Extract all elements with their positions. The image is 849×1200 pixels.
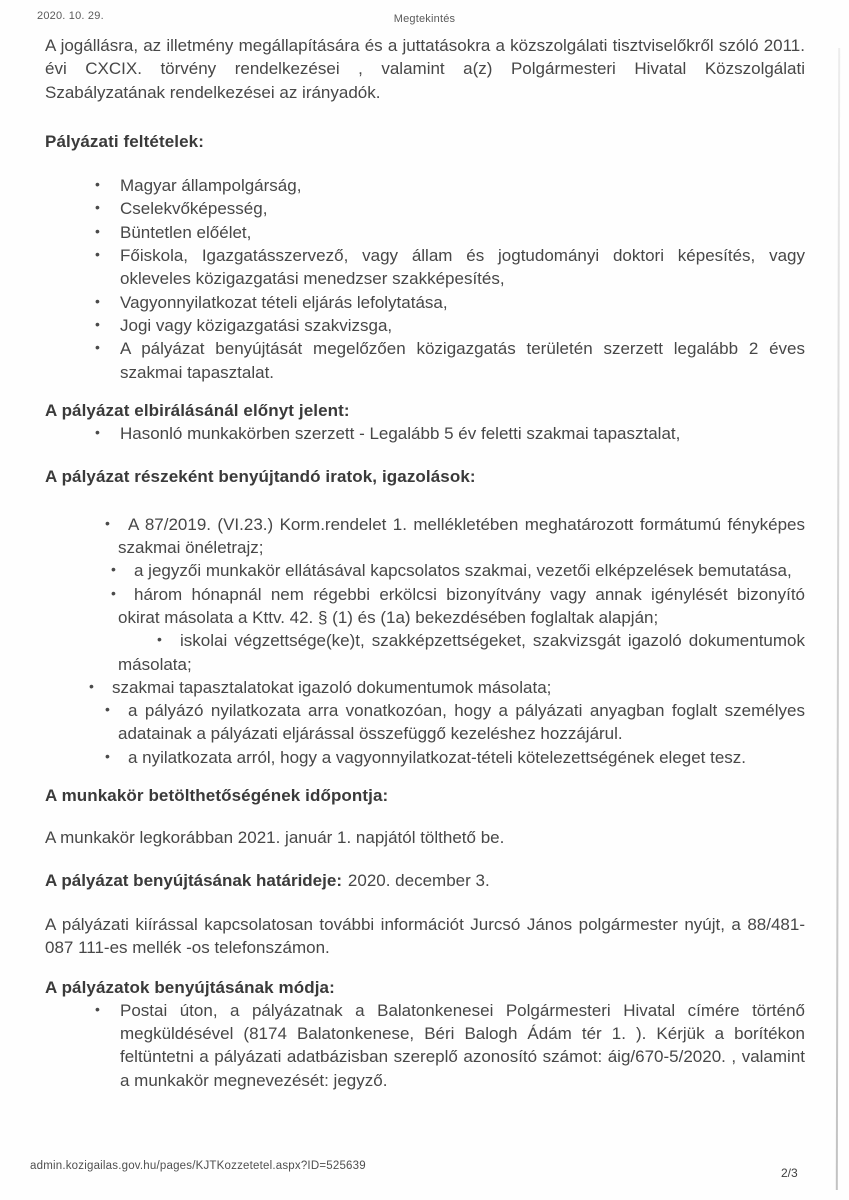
bullet-icon: • bbox=[95, 199, 100, 216]
list-item-text: a jegyzői munkakör ellátásával kapcsolatos szakmai, vezetői elképzelések bemutatása, bbox=[134, 561, 792, 581]
list-item bbox=[39, 676, 805, 699]
list-item-text: szakmai tapasztalatokat igazoló dokumentumok másolata; bbox=[112, 677, 552, 697]
scan-artifact-line bbox=[836, 48, 840, 1190]
list-item bbox=[45, 244, 805, 291]
bullet-icon: • bbox=[95, 222, 100, 239]
intro-paragraph: A jogállásra, az illetmény megállapítására és a juttatásokra a közszolgálati tisztviselőkről szóló 2011. évi CXCIX. törvény rendelkezései , valamint a(z) Polgármesteri Hivatal Közszolgálati Szabályzatának rendelkezései az irányadók. bbox=[45, 36, 805, 102]
list-item bbox=[45, 314, 805, 337]
list-item-text: a nyilatkozata arról, hogy a vagyonnyilatkozat-tételi kötelezettségének eleget tesz. bbox=[128, 747, 747, 767]
list-item-text: Jogi vagy közigazgatási szakvizsga, bbox=[120, 315, 393, 335]
bullet-icon: • bbox=[111, 561, 116, 578]
deadline-line bbox=[45, 869, 805, 892]
list-item bbox=[45, 699, 805, 746]
bullet-icon: • bbox=[105, 701, 110, 718]
list-item bbox=[45, 746, 805, 769]
deadline-value: 2020. december 3. bbox=[347, 870, 490, 890]
list-item bbox=[45, 291, 805, 314]
list-item bbox=[45, 999, 805, 1092]
page-number: 2/3 bbox=[781, 1166, 798, 1180]
list-item-text: iskolai végzettsége(ke)t, szakképzettségeket, szakvizsgát igazoló dokumentumok másolata; bbox=[118, 631, 805, 674]
bullet-icon: • bbox=[95, 176, 100, 193]
print-date: 2020. 10. 29. bbox=[37, 10, 104, 22]
list-item-text: három hónapnál nem régebbi erkölcsi bizonyítvány vagy annak igénylését bizonyító okirat másolata a Kttv. 42. § (1) és (1a) bekezdésében foglaltak alapján; bbox=[118, 584, 805, 627]
section-heading-betoltes: A munkakör betölthetőségének időpontja: bbox=[45, 786, 389, 806]
list-item bbox=[45, 174, 805, 197]
list-item bbox=[45, 422, 805, 445]
list-item bbox=[45, 629, 805, 676]
elony-list bbox=[45, 422, 805, 445]
bullet-icon: • bbox=[95, 1000, 100, 1017]
bullet-icon: • bbox=[95, 339, 100, 356]
list-item-text: Postai úton, a pályázatnak a Balatonkenesei Polgármesteri Hivatal címére történő megküldésével (8174 Balatonkenese, Béri Balogh Ádám tér 1. ). Kérjük a borítékon feltüntetni a pályázati adatbázisban szereplő azonosító számot: áig/670-5/2020. , valamint a munkakör megnevezését: jegyző. bbox=[120, 1000, 805, 1090]
section-heading-mod: A pályázatok benyújtásának módja: bbox=[45, 977, 335, 997]
list-item bbox=[45, 583, 805, 630]
list-item-text: Hasonló munkakörben szerzett - Legalább 5 év feletti szakmai tapasztalat, bbox=[120, 424, 681, 444]
section-heading-elony: A pályázat elbirálásánál előnyt jelent: bbox=[45, 400, 350, 420]
iratok-list bbox=[45, 513, 805, 769]
footer-url: admin.kozigailas.gov.hu/pages/KJTKozzetetel.aspx?ID=525639 bbox=[30, 1160, 366, 1172]
list-item bbox=[45, 337, 805, 384]
bullet-icon: • bbox=[105, 747, 110, 764]
bullet-icon: • bbox=[105, 514, 110, 531]
bullet-icon: • bbox=[95, 292, 100, 309]
bullet-icon: • bbox=[95, 246, 100, 263]
bullet-icon: • bbox=[89, 677, 94, 694]
list-item-text: Cselekvőképesség, bbox=[120, 199, 268, 219]
document-body bbox=[45, 34, 805, 1092]
list-item-text: Főiskola, Igazgatásszervező, vagy állam és jogtudományi doktori képesítés, vagy okleveles közigazgatási menedzser szakképesítés, bbox=[120, 246, 805, 289]
deadline-label: A pályázat benyújtásának határideje: bbox=[45, 870, 342, 890]
feltetelek-list bbox=[45, 174, 805, 384]
list-item-text: Büntetlen előélet, bbox=[120, 222, 252, 242]
betoltes-paragraph: A munkakör legkorábban 2021. január 1. napjától tölthető be. bbox=[45, 828, 505, 848]
section-heading-iratok: A pályázat részeként benyújtandó iratok, igazolások: bbox=[45, 467, 476, 487]
bullet-icon: • bbox=[95, 315, 100, 332]
view-title: Megtekintés bbox=[393, 13, 456, 25]
bullet-icon: • bbox=[157, 631, 162, 648]
list-item-text: a pályázó nyilatkozata arra vonatkozóan, hogy a pályázati anyagban foglalt személyes adatainak a pályázati eljárással összefüggő kezeléshez hozzájárul. bbox=[118, 701, 805, 744]
list-item-text: Magyar állampolgárság, bbox=[120, 176, 302, 196]
info-paragraph: A pályázati kiírással kapcsolatosan további információt Jurcsó János polgármester nyújt, a 88/481-087 111-es mellék -os telefonszámon. bbox=[45, 914, 805, 958]
mod-list bbox=[45, 999, 805, 1092]
list-item bbox=[45, 513, 805, 560]
bullet-icon: • bbox=[95, 424, 100, 441]
list-item-text: A pályázat benyújtását megelőzően közigazgatás területén szerzett legalább 2 éves szakmai tapasztalat. bbox=[120, 339, 805, 382]
section-heading-feltetelek: Pályázati feltételek: bbox=[45, 131, 204, 151]
print-footer bbox=[0, 1158, 849, 1188]
bullet-icon: • bbox=[111, 584, 116, 601]
list-item bbox=[45, 197, 805, 220]
list-item bbox=[45, 559, 805, 582]
list-item-text: A 87/2019. (VI.23.) Korm.rendelet 1. mellékletében meghatározott formátumú fényképes szakmai önéletrajz; bbox=[118, 514, 805, 558]
list-item bbox=[45, 221, 805, 244]
list-item-text: Vagyonnyilatkozat tételi eljárás lefolytatása, bbox=[120, 292, 448, 312]
